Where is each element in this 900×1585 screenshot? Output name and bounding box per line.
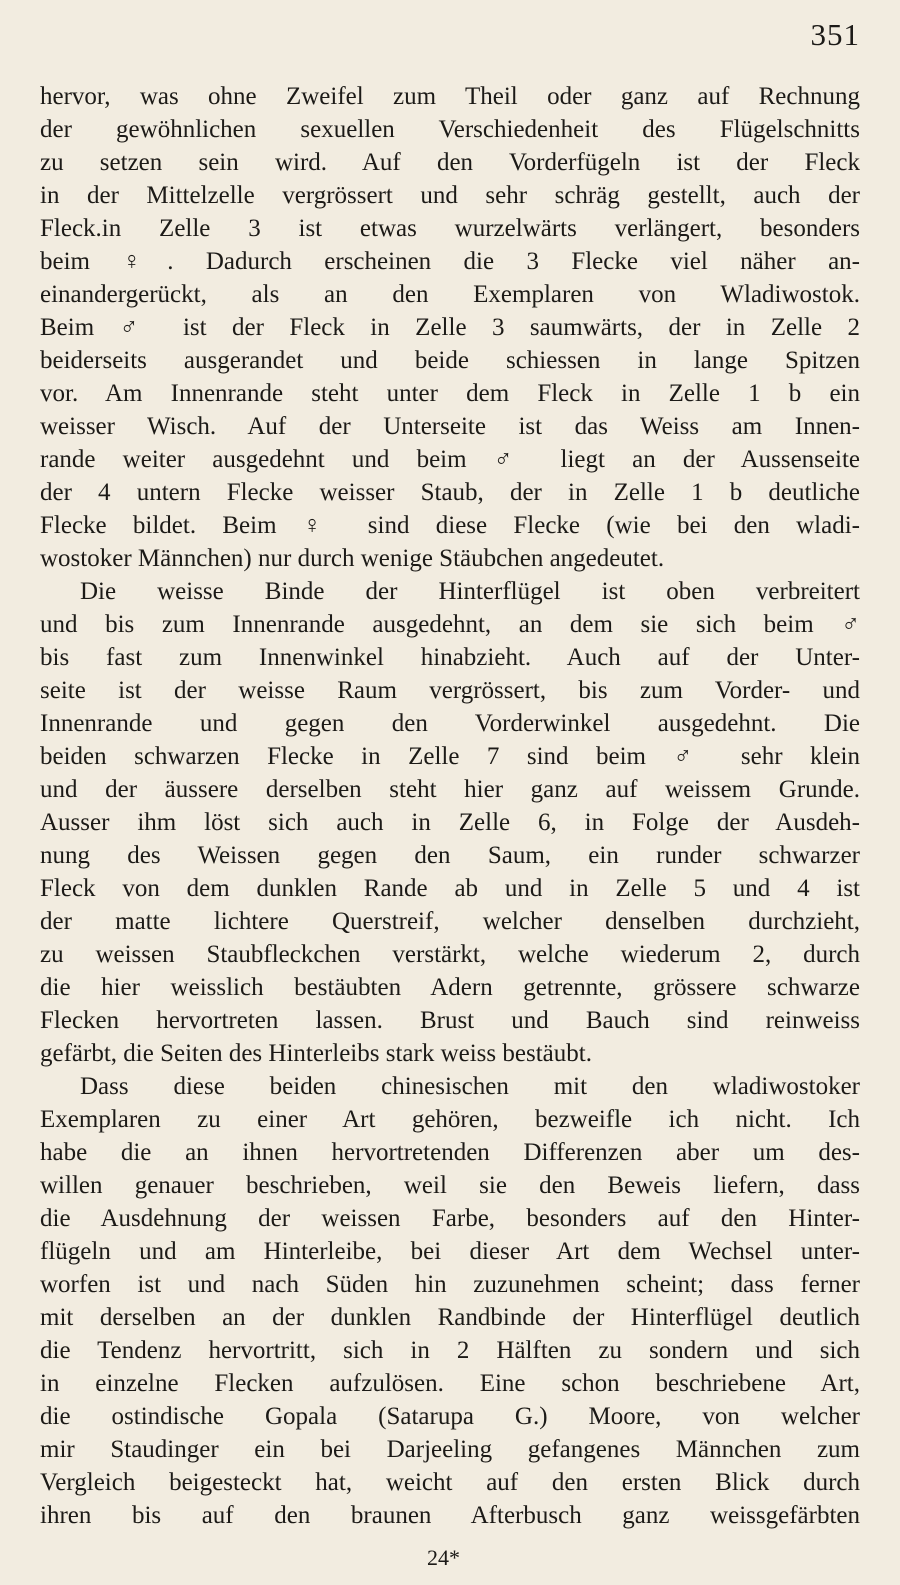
- text-line: vor. Am Innenrande steht unter dem Fleck in Zelle 1 b ein: [40, 380, 860, 407]
- text-line: Innenrande und gegen den Vorderwinkel ausgedehnt. Die: [40, 710, 860, 737]
- text-line: gefärbt, die Seiten des Hinterleibs stark weiss bestäubt.: [40, 1040, 592, 1067]
- text-line: Fleck von dem dunklen Rande ab und in Zelle 5 und 4 ist: [40, 875, 860, 902]
- text-line: Beim ♂ ist der Fleck in Zelle 3 saumwärts, der in Zelle 2: [40, 314, 860, 341]
- text-line: zu weissen Staubfleckchen verstärkt, welche wiederum 2, durch: [40, 941, 860, 968]
- text-line: die Tendenz hervortritt, sich in 2 Hälften zu sondern und sich: [40, 1337, 860, 1364]
- text-line: der 4 untern Flecke weisser Staub, der in Zelle 1 b deutliche: [40, 479, 860, 506]
- text-line: die Ausdehnung der weissen Farbe, besonders auf den Hinter-: [40, 1205, 860, 1232]
- text-line: Die weisse Binde der Hinterflügel ist oben verbreitert: [80, 578, 860, 605]
- text-line: willen genauer beschrieben, weil sie den Beweis liefern, dass: [40, 1172, 860, 1199]
- text-line: Ausser ihm löst sich auch in Zelle 6, in Folge der Ausdeh-: [40, 809, 860, 836]
- text-line: einandergerückt, als an den Exemplaren von Wladiwostok.: [40, 281, 860, 308]
- page-number: 351: [810, 17, 860, 52]
- text-line: Exemplaren zu einer Art gehören, bezweifle ich nicht. Ich: [40, 1106, 860, 1133]
- text-line: in einzelne Flecken aufzulösen. Eine schon beschriebene Art,: [40, 1370, 860, 1397]
- text-line: weisser Wisch. Auf der Unterseite ist das Weiss am Innen-: [40, 413, 860, 440]
- text-line: Vergleich beigesteckt hat, weicht auf den ersten Blick durch: [40, 1469, 860, 1496]
- text-line: zu setzen sein wird. Auf den Vorderfügeln ist der Fleck: [40, 149, 860, 176]
- text-line: mit derselben an der dunklen Randbinde der Hinterflügel deutlich: [40, 1304, 860, 1331]
- text-line: der matte lichtere Querstreif, welcher denselben durchzieht,: [40, 908, 860, 935]
- text-line: worfen ist und nach Süden hin zuzunehmen scheint; dass ferner: [40, 1271, 860, 1298]
- printer-signature: 24*: [427, 1545, 460, 1570]
- body-text: [40, 80, 860, 1532]
- text-line: beiderseits ausgerandet und beide schiessen in lange Spitzen: [40, 347, 860, 374]
- text-line: beim ♀. Dadurch erscheinen die 3 Flecke viel näher an-: [40, 248, 860, 275]
- text-line: Flecken hervortreten lassen. Brust und Bauch sind reinweiss: [40, 1007, 860, 1034]
- text-line: rande weiter ausgedehnt und beim ♂ liegt an der Aussenseite: [40, 446, 860, 473]
- text-line: Flecke bildet. Beim ♀ sind diese Flecke (wie bei den wladi-: [40, 512, 860, 539]
- text-line: die hier weisslich bestäubten Adern getrennte, grössere schwarze: [40, 974, 860, 1001]
- text-line: habe die an ihnen hervortretenden Differenzen aber um des-: [40, 1139, 860, 1166]
- text-line: Fleck.in Zelle 3 ist etwas wurzelwärts verlängert, besonders: [40, 215, 860, 242]
- text-line: bis fast zum Innenwinkel hinabzieht. Auch auf der Unter-: [40, 644, 860, 671]
- text-line: beiden schwarzen Flecke in Zelle 7 sind beim ♂ sehr klein: [40, 743, 860, 770]
- text-line: wostoker Männchen) nur durch wenige Stäubchen angedeutet.: [40, 545, 665, 572]
- text-line: in der Mittelzelle vergrössert und sehr schräg gestellt, auch der: [40, 182, 860, 209]
- text-line: der gewöhnlichen sexuellen Verschiedenheit des Flügelschnitts: [40, 116, 860, 143]
- text-line: ihren bis auf den braunen Afterbusch ganz weissgefärbten: [40, 1502, 860, 1529]
- text-line: seite ist der weisse Raum vergrössert, bis zum Vorder- und: [40, 677, 860, 704]
- text-line: und der äussere derselben steht hier ganz auf weissem Grunde.: [40, 776, 860, 803]
- text-line: flügeln und am Hinterleibe, bei dieser Art dem Wechsel unter-: [40, 1238, 860, 1265]
- text-line: die ostindische Gopala (Satarupa G.) Moore, von welcher: [40, 1403, 860, 1430]
- text-line: nung des Weissen gegen den Saum, ein runder schwarzer: [40, 842, 860, 869]
- text-line: und bis zum Innenrande ausgedehnt, an dem sie sich beim ♂: [40, 611, 860, 638]
- text-line: Dass diese beiden chinesischen mit den wladiwostoker: [80, 1073, 860, 1100]
- text-line: mir Staudinger ein bei Darjeeling gefangenes Männchen zum: [40, 1436, 860, 1463]
- text-line: hervor, was ohne Zweifel zum Theil oder ganz auf Rechnung: [40, 83, 860, 110]
